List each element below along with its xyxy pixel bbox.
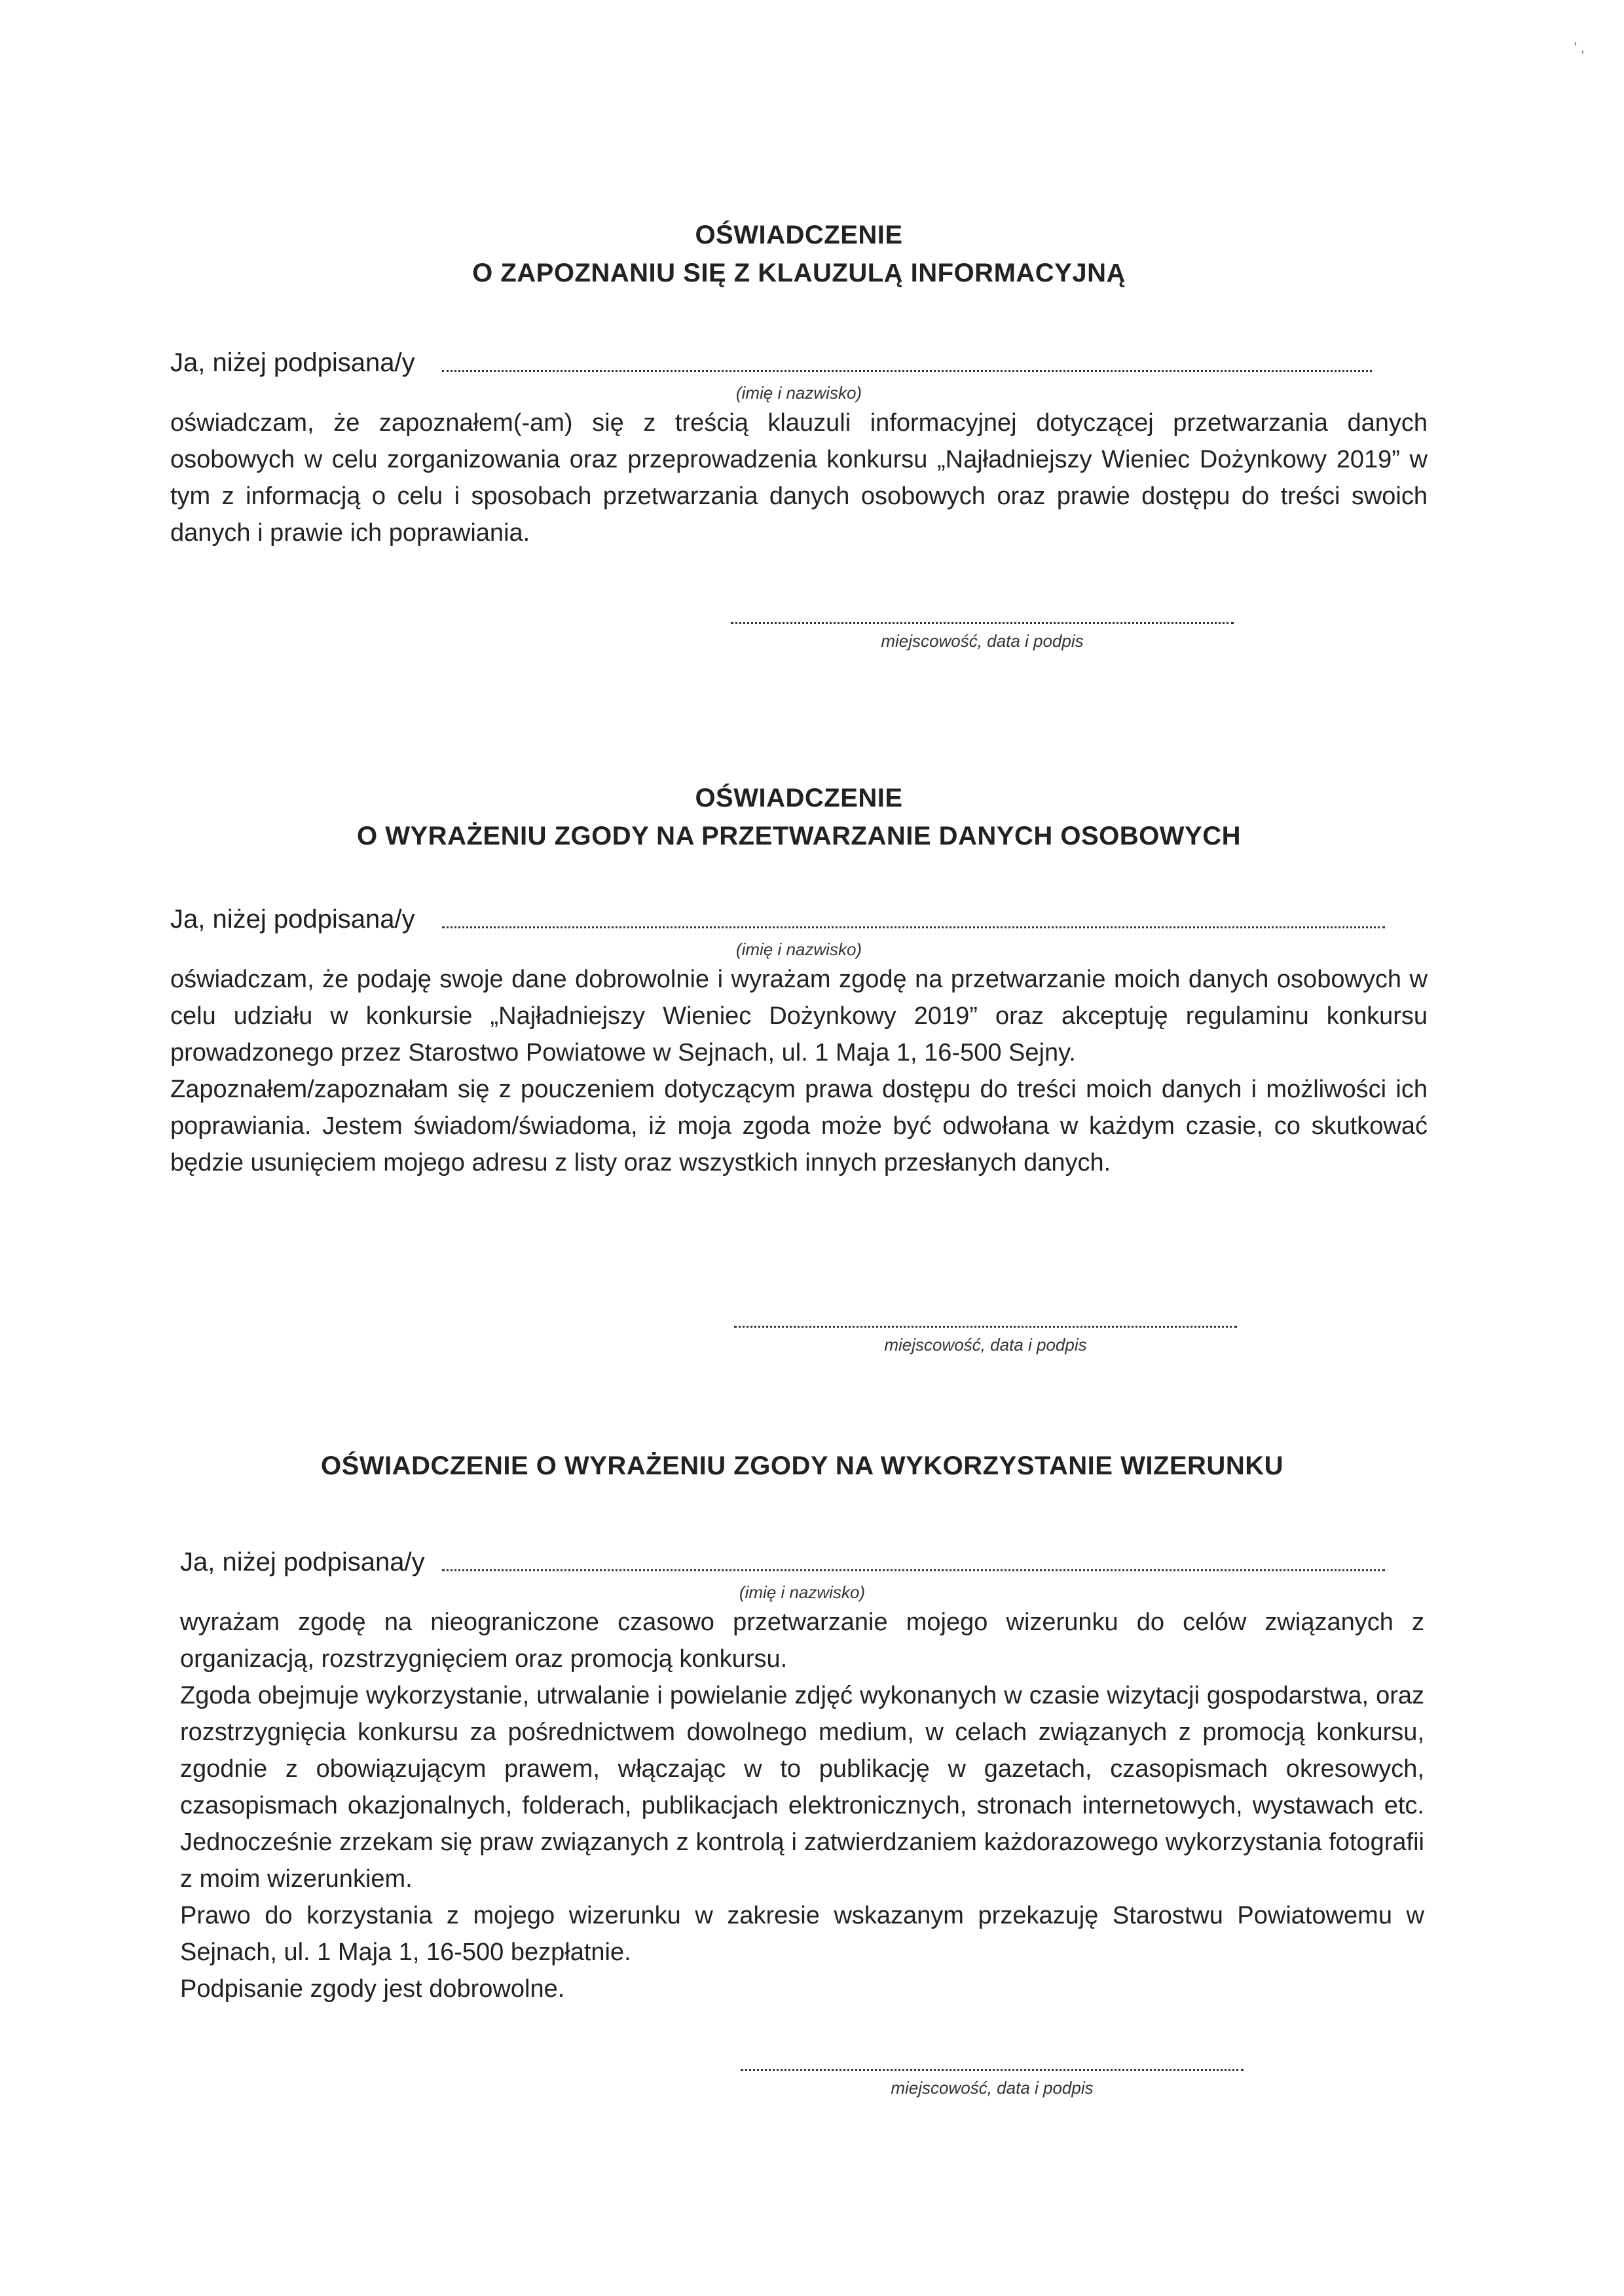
signature-label: miejscowość, data i podpis	[881, 631, 1084, 651]
ja-label: Ja, niżej podpisana/y	[180, 1548, 425, 1576]
statement-data-processing-consent	[170, 779, 1428, 1181]
statement-paragraph: oświadczam, że zapoznałem(-am) się z treścią klauzuli informacyjnej dotyczącej przetwarzania danych osobowych w celu zorganizowania oraz przeprowadzenia konkursu „Najładniejszy Wieniec Dożynkowy 2019” w tym z informacją o celu i sposobach przetwarzania danych osobowych oraz prawie dostępu do treści swoich danych i prawie ich poprawiania.	[170, 409, 1428, 547]
signature-label: miejscowość, data i podpis	[891, 2078, 1094, 2098]
scan-corner-marks: ' ,	[1574, 39, 1585, 56]
ja-label: Ja, niżej podpisana/y	[170, 348, 415, 377]
section-title	[170, 216, 1428, 292]
signature-block	[737, 2056, 1247, 2101]
statement-paragraph: Prawo do korzystania z mojego wizerunku w zakresie wskazanym przekazuję Starostwu Powiatowemu w Sejnach, ul. 1 Maja 1, 16-500 bezpłatnie.	[180, 1902, 1424, 1966]
name-dotted-field[interactable]	[442, 370, 1372, 372]
signature-block	[730, 1313, 1241, 1358]
title-line-2: O WYRAŻENIU ZGODY NA PRZETWARZANIE DANYCH OSOBOWYCH	[357, 822, 1241, 850]
section-title	[170, 779, 1428, 855]
statement-paragraph: Zgoda obejmuje wykorzystanie, utrwalanie i powielanie zdjęć wykonanych w czasie wizytacji gospodarstwa, oraz rozstrzygnięcia konkursu za pośrednictwem dowolnego medium, w celach związanych z promocją konkursu, zgodnie z obowiązującym prawem, włączając w to publikację w gazetach, czasopismach okresowych, czasopismach okazjonalnych, folderach, publikacjach elektronicznych, stronach internetowych, wystawach etc. Jednocześnie zrzekam się praw związanych z kontrolą i zatwierdzaniem każdorazowego wykorzystania fotografii z moim wizerunkiem.	[180, 1682, 1424, 1893]
statement-paragraph: Podpisanie zgody jest dobrowolne.	[180, 1975, 565, 2003]
signature-dotted-field[interactable]	[731, 609, 1234, 624]
signature-label: miejscowość, data i podpis	[884, 1335, 1087, 1355]
name-dotted-field[interactable]	[442, 926, 1385, 928]
statement-information-clause	[170, 216, 1428, 551]
statement-paragraph: wyrażam zgodę na nieograniczone czasowo przetwarzanie mojego wizerunku do celów związanych z organizacją, rozstrzygnięciem oraz promocją konkursu.	[180, 1609, 1424, 1673]
ja-label: Ja, niżej podpisana/y	[170, 905, 415, 934]
section-title	[180, 1447, 1424, 1485]
name-hint: (imię i nazwisko)	[739, 1582, 866, 1602]
name-line	[170, 901, 1428, 938]
statement-paragraph: Zapoznałem/zapoznałam się z pouczeniem dotyczącym prawa dostępu do treści moich danych i możliwości ich poprawiania. Jestem świadom/świadoma, iż moja zgoda może być odwołana w każdym czasie, co skutkować będzie usunięciem mojego adresu z listy oraz wszystkich innych przesłanych danych.	[170, 1076, 1428, 1176]
title-line-1: OŚWIADCZENIE O WYRAŻENIU ZGODY NA WYKORZYSTANIE WIZERUNKU	[321, 1451, 1283, 1480]
title-line-1: OŚWIADCZENIE	[695, 784, 903, 812]
statement-paragraph: oświadczam, że podaję swoje dane dobrowolnie i wyrażam zgodę na przetwarzanie moich danych osobowych w celu udziału w konkursie „Najładniejszy Wieniec Dożynkowy 2019” oraz akceptuję regulaminu konkursu prowadzonego przez Starostwo Powiatowe w Sejnach, ul. 1 Maja 1, 16-500 Sejny.	[170, 966, 1428, 1066]
signature-dotted-field[interactable]	[734, 1313, 1237, 1328]
name-line	[180, 1544, 1424, 1580]
signature-block	[727, 609, 1238, 654]
name-hint: (imię i nazwisko)	[735, 939, 862, 959]
title-line-1: OŚWIADCZENIE	[695, 221, 903, 249]
title-line-2: O ZAPOZNANIU SIĘ Z KLAUZULĄ INFORMACYJNĄ	[472, 259, 1126, 287]
statement-image-use-consent	[180, 1447, 1424, 2007]
signature-dotted-field[interactable]	[741, 2056, 1244, 2071]
name-hint: (imię i nazwisko)	[735, 383, 862, 403]
name-line	[170, 344, 1428, 381]
name-dotted-field[interactable]	[442, 1569, 1385, 1571]
